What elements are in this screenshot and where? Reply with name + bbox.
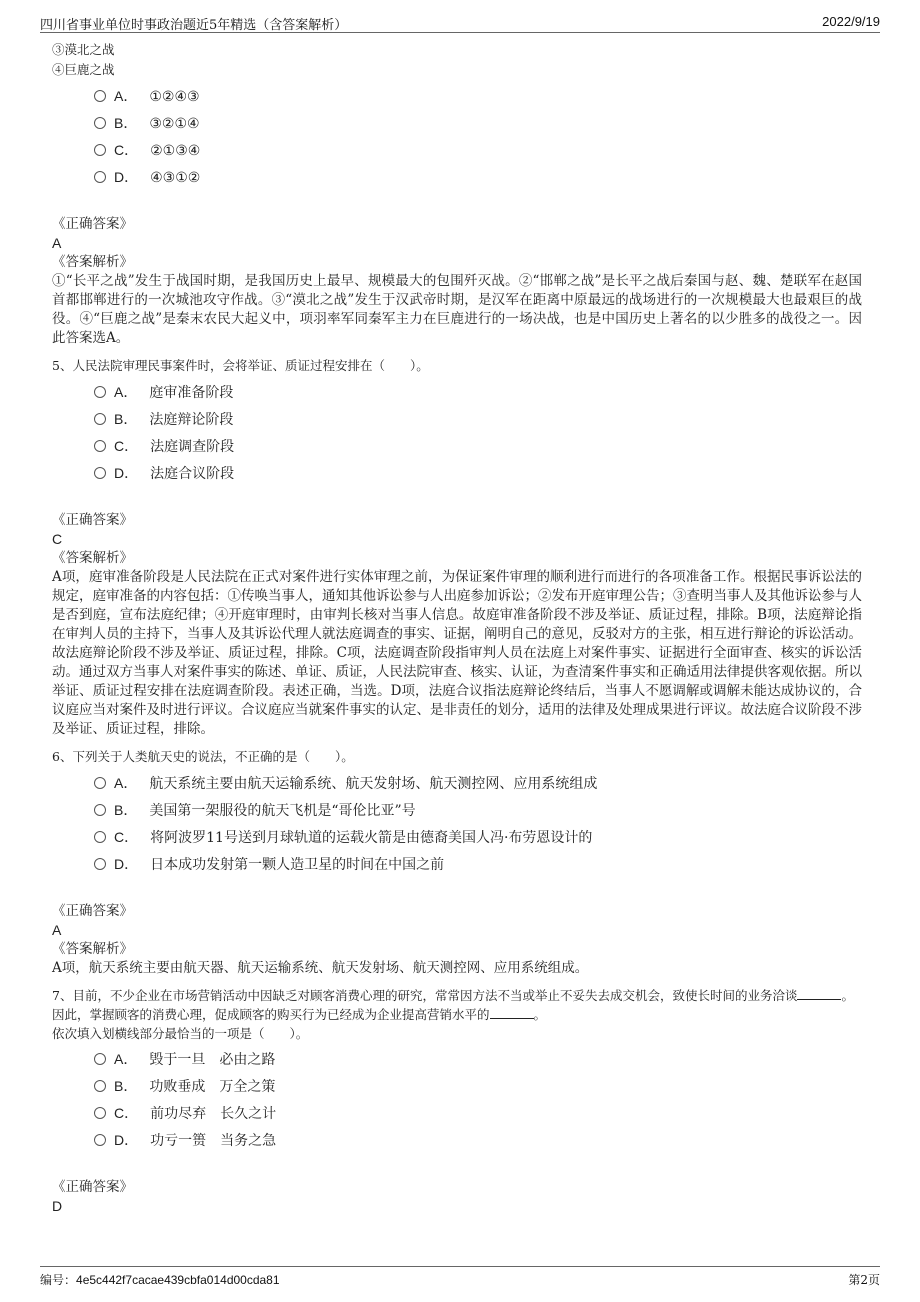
radio-icon[interactable] <box>94 144 106 156</box>
option-d[interactable]: D． 日本成功发射第一颗人造卫星的时间在中国之前 <box>94 851 862 878</box>
radio-icon[interactable] <box>94 117 106 129</box>
radio-icon[interactable] <box>94 777 106 789</box>
option-c[interactable]: C． ②①③④ <box>94 137 862 164</box>
radio-icon[interactable] <box>94 171 106 183</box>
radio-icon[interactable] <box>94 1134 106 1146</box>
answer-label: 《正确答案》 <box>52 1179 133 1195</box>
radio-icon[interactable] <box>94 467 106 479</box>
radio-icon[interactable] <box>94 440 106 452</box>
radio-icon[interactable] <box>94 90 106 102</box>
option-b[interactable]: B． 功败垂成 万全之策 <box>94 1073 862 1100</box>
fill-blank <box>490 1006 534 1019</box>
radio-icon[interactable] <box>94 1053 106 1065</box>
answer-value: C <box>52 531 63 547</box>
document-title: 四川省事业单位时事政治题近5年精选（含答案解析） <box>40 18 348 33</box>
answer-value: A <box>52 235 62 251</box>
radio-icon[interactable] <box>94 386 106 398</box>
fill-blank <box>797 987 841 1000</box>
document-code: 编号：4e5c442f7cacae439cbfa014d00cda81 <box>40 1273 280 1287</box>
option-b[interactable]: B． 美国第一架服役的航天飞机是“哥伦比亚”号 <box>94 797 862 824</box>
option-d[interactable]: D． ④③①② <box>94 164 862 191</box>
question-4 <box>52 40 862 348</box>
option-a[interactable]: A． 毁于一旦 必由之路 <box>94 1046 862 1073</box>
option-b[interactable]: B． ③②①④ <box>94 110 862 137</box>
option-a[interactable]: A． 航天系统主要由航天运输系统、航天发射场、航天测控网、应用系统组成 <box>94 770 862 797</box>
option-c[interactable]: C． 前功尽弃 长久之计 <box>94 1100 862 1127</box>
question-4-item: ④巨鹿之战 <box>52 62 115 77</box>
question-instruction: 依次填入划横线部分最恰当的一项是（ ）。 <box>52 1026 309 1041</box>
page-number: 第2页 <box>848 1273 880 1287</box>
radio-icon[interactable] <box>94 831 106 843</box>
radio-icon[interactable] <box>94 858 106 870</box>
page-header <box>40 12 880 33</box>
analysis-text: A项，航天系统主要由航天器、航天运输系统、航天发射场、航天测控网、应用系统组成。 <box>52 960 589 976</box>
radio-icon[interactable] <box>94 1080 106 1092</box>
answer-value: D <box>52 1198 63 1214</box>
question-6 <box>52 747 862 978</box>
question-title: 7、目前，不少企业在市场营销活动中因缺乏对顾客消费心理的研究，常常因方法不当或举止不妥失去成交机会，致使长时间的业务洽谈 。因此，掌握顾客的消费心理，促成顾客的购买行为已经成为企业提高营销水平的 。 <box>52 988 854 1022</box>
analysis-text: ①“长平之战”发生于战国时期，是我国历史上最早、规模最大的包围歼灭战。②“邯郸之战”是长平之战后秦国与赵、魏、楚联军在赵国首都邯郸进行的一次城池攻守作战。③“漠北之战”发生于汉武帝时期，是汉军在距离中原最远的战场进行的一次规模最大也最艰巨的战役。④“巨鹿之战”是秦末农民大起义中，项羽率军同秦军主力在巨鹿进行的一场决战，也是中国历史上著名的以少胜多的战役之一。因此答案选A。 <box>52 273 862 346</box>
page-footer <box>40 1266 880 1287</box>
option-d[interactable]: D． 功亏一篑 当务之急 <box>94 1127 862 1154</box>
answer-label: 《正确答案》 <box>52 512 133 528</box>
option-c[interactable]: C． 法庭调查阶段 <box>94 433 862 460</box>
analysis-text: A项，庭审准备阶段是人民法院在正式对案件进行实体审理之前，为保证案件审理的顺利进行而进行的各项准备工作。根据民事诉讼法的规定，庭审准备的内容包括：①传唤当事人，通知其他诉讼参与人出庭参加诉讼；②发布开庭审理公告；③查明当事人及其他诉讼参与人是否到庭，宣布法庭纪律；④开庭审理时，由审判长核对当事人信息。故庭审准备阶段不涉及举证、质证过程，排除。B项，法庭辩论指在审判人员的主持下，当事人及其诉讼代理人就法庭调查的事实、证据，阐明自己的意见，反驳对方的主张，相互进行辩论的诉讼活动。故法庭辩论阶段不涉及举证、质证过程，排除。C项，法庭调查阶段指审判人员在法庭上对案件事实、证据进行全面审查、核实的诉讼活动。通过双方当事人对案件事实的陈述、单证、质证，人民法院审查、核实、认证，为查清案件事实和正确适用法律提供客观依据。所以举证、质证过程安排在法庭调查阶段。表述正确，当选。D项，法庭合议指法庭辩论终结后，当事人不愿调解或调解未能达成协议的，合议庭应当对案件及时进行评议。合议庭应当就案件事实的认定、是非责任的划分，适用的法律及处理成果进行评议。故法庭合议阶段不涉及举证、质证过程，排除。 <box>52 569 862 737</box>
option-b[interactable]: B． 法庭辩论阶段 <box>94 406 862 433</box>
radio-icon[interactable] <box>94 1107 106 1119</box>
analysis-label: 《答案解析》 <box>52 941 133 957</box>
analysis-label: 《答案解析》 <box>52 550 133 566</box>
analysis-label: 《答案解析》 <box>52 254 133 270</box>
option-c[interactable]: C． 将阿波罗11号送到月球轨道的运载火箭是由德裔美国人冯·布劳恩设计的 <box>94 824 862 851</box>
radio-icon[interactable] <box>94 804 106 816</box>
document-date: 2022/9/19 <box>822 14 880 29</box>
option-a[interactable]: A． ①②④③ <box>94 83 862 110</box>
question-title: 6、下列关于人类航天史的说法，不正确的是（ ）。 <box>52 749 354 764</box>
question-4-item: ③漠北之战 <box>52 42 115 57</box>
answer-label: 《正确答案》 <box>52 903 133 919</box>
document-body <box>52 40 862 1216</box>
question-title: 5、人民法院审理民事案件时，会将举证、质证过程安排在（ ）。 <box>52 358 429 373</box>
option-d[interactable]: D． 法庭合议阶段 <box>94 460 862 487</box>
radio-icon[interactable] <box>94 413 106 425</box>
answer-value: A <box>52 922 62 938</box>
question-7 <box>52 986 862 1216</box>
option-a[interactable]: A． 庭审准备阶段 <box>94 379 862 406</box>
answer-label: 《正确答案》 <box>52 216 133 232</box>
question-5 <box>52 356 862 739</box>
